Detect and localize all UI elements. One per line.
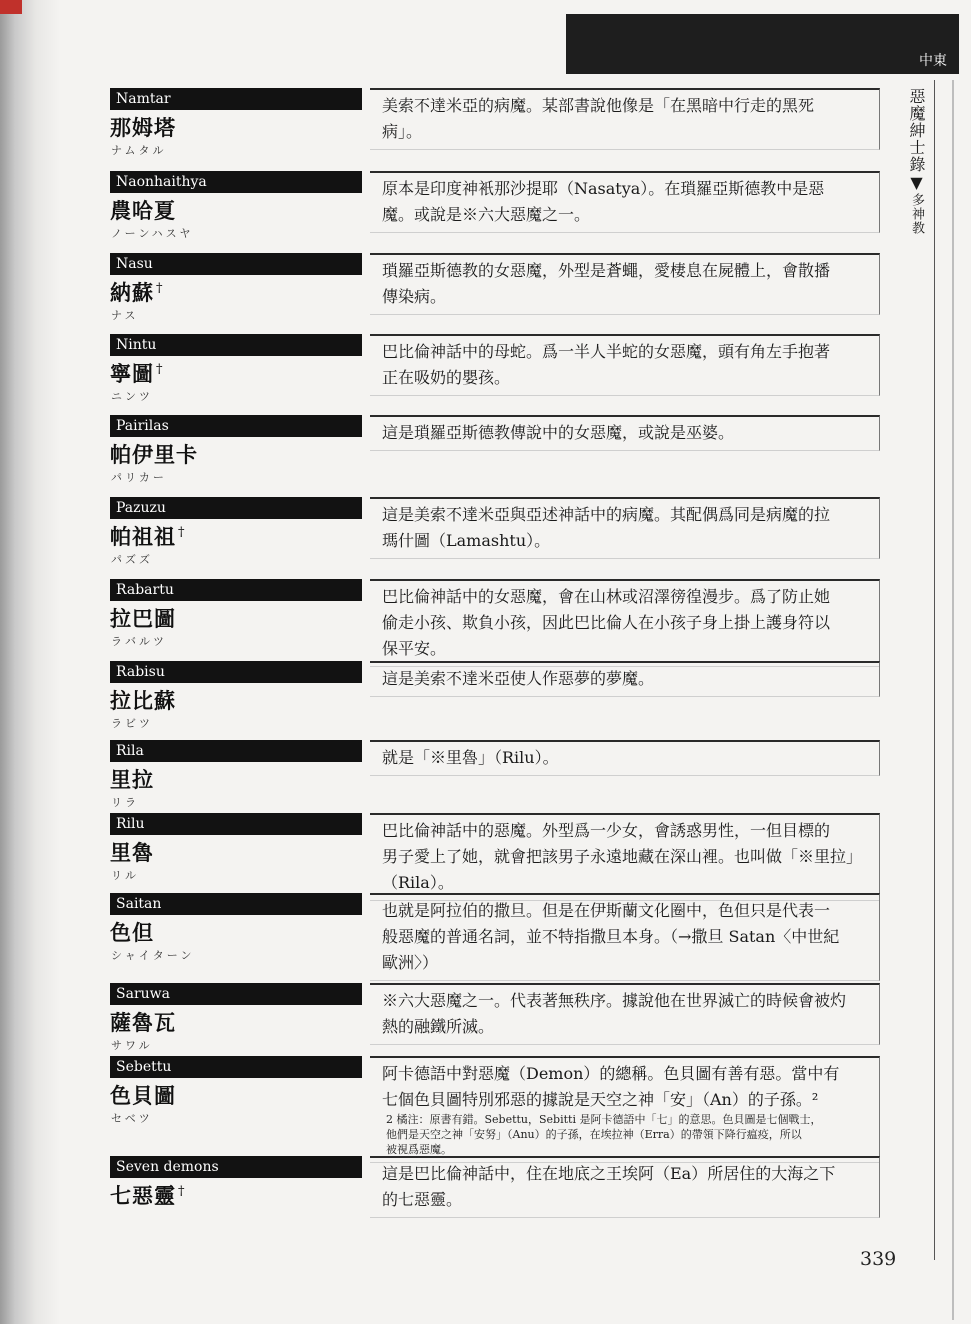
entry-chinese-name-text: 納蘇 xyxy=(110,280,154,305)
entry-description xyxy=(370,740,880,776)
entry-description xyxy=(370,415,880,451)
entry-chinese-name-text: 拉巴圖 xyxy=(110,606,176,631)
description-line: 這是美索不達米亞使人作惡夢的夢魔。 xyxy=(382,669,655,688)
entry-katakana: ラビツ xyxy=(111,717,153,730)
description-line: 熱的融鐵所滅。 xyxy=(382,1017,495,1036)
dagger-mark: † xyxy=(178,1184,186,1199)
entry-description xyxy=(370,334,880,396)
description-line: 保平安。 xyxy=(382,639,447,658)
entry-latin-name: Pairilas xyxy=(110,415,362,437)
description-line: 就是「※里魯」（Rilu）。 xyxy=(382,748,559,767)
entry-latin-name: Saruwa xyxy=(110,983,362,1005)
dagger-mark: † xyxy=(156,362,164,377)
description-line: 般惡魔的普通名詞，並不特指撒旦本身。（→撒旦 Satan〈中世紀 xyxy=(382,927,840,946)
dagger-mark: † xyxy=(156,281,164,296)
entry-chinese-name xyxy=(110,685,176,715)
entry-description xyxy=(370,893,880,981)
entry-chinese-name-text: 寧圖 xyxy=(110,361,154,386)
entry-latin-name: Rila xyxy=(110,740,362,762)
side-title-sub: 多神教 xyxy=(909,193,924,235)
description-line: （Rila）。 xyxy=(382,873,454,892)
entry-katakana: パリカー xyxy=(111,471,167,484)
description-line: 偷走小孩、欺負小孩，因此巴比倫人在小孩子身上掛上護身符以 xyxy=(382,613,831,632)
entry-latin-name: Rabisu xyxy=(110,661,362,683)
entry-description xyxy=(370,253,880,315)
description-line: 魔。或說是※六大惡魔之一。 xyxy=(382,205,591,224)
description-line: 美索不達米亞的病魔。某部書說他像是「在黑暗中行走的黑死 xyxy=(382,96,815,115)
entry-latin-name: Sebettu xyxy=(110,1056,362,1078)
entry-chinese-name xyxy=(110,1180,186,1210)
entry-katakana: ナムタル xyxy=(111,144,167,157)
entry-description xyxy=(370,579,880,667)
side-rule xyxy=(934,80,935,1260)
entry-description xyxy=(370,813,880,901)
description-line: 病」。 xyxy=(382,122,423,141)
description-line: 巴比倫神話中的母蛇。爲一半人半蛇的女惡魔，頭有角左手抱著 xyxy=(382,342,831,361)
entry-latin-name: Seven demons xyxy=(110,1156,362,1178)
entry-katakana: ノーンハスヤ xyxy=(111,227,194,240)
entry-description xyxy=(370,661,880,697)
description-line: 的七惡靈。 xyxy=(382,1190,463,1209)
side-chapter-title xyxy=(903,88,929,235)
entry-katakana: パズズ xyxy=(111,553,153,566)
entry-chinese-name-text: 帕伊里卡 xyxy=(110,442,198,467)
entry-description xyxy=(370,88,880,150)
entry-katakana: サワル xyxy=(111,1039,153,1052)
entry-katakana: ナス xyxy=(111,309,139,322)
entry-chinese-name-text: 薩魯瓦 xyxy=(110,1010,176,1035)
description-line: 這是瑣羅亞斯德教傳說中的女惡魔，或說是巫婆。 xyxy=(382,423,735,442)
entry-description xyxy=(370,1056,880,1163)
side-title-arrow: ▼ xyxy=(907,173,926,193)
entry-chinese-name xyxy=(110,764,154,794)
entry-description xyxy=(370,171,880,233)
description-line: 歐洲〉） xyxy=(382,953,439,972)
entry-chinese-name xyxy=(110,1007,176,1037)
page-number: 339 xyxy=(860,1248,897,1270)
entry-katakana: シャイターン xyxy=(111,949,195,962)
footnote-line: 2 橘注：原書有錯。Sebettu，Sebitti 是阿卡德語中「七」的意思。色貝圖是七個戰士， xyxy=(386,1113,822,1126)
page-edge xyxy=(952,80,954,1320)
book-gutter-shadow xyxy=(0,0,60,1324)
description-line: 原本是印度神衹那沙提耶（Nasatya）。在瑣羅亞斯德教中是惡 xyxy=(382,179,825,198)
description-line: 這是巴比倫神話中，住在地底之王埃阿（Ea）所居住的大海之下 xyxy=(382,1164,836,1183)
description-line: 正在吸奶的嬰孩。 xyxy=(382,368,511,387)
section-label: 中東 xyxy=(919,53,947,69)
footnote-line: 他們是天空之神「安努」（Anu）的子孫，在埃拉神（Erra）的帶領下降行瘟疫，所以 xyxy=(386,1128,802,1141)
entry-chinese-name xyxy=(110,358,164,388)
dagger-mark: † xyxy=(178,525,186,540)
entry-chinese-name xyxy=(110,439,198,469)
entry-katakana: セベツ xyxy=(111,1112,153,1125)
entry-latin-name: Namtar xyxy=(110,88,362,110)
description-line: 傳染病。 xyxy=(382,287,447,306)
description-line: 七個色貝圖特別邪惡的據說是天空之神「安」（An）的子孫。² xyxy=(382,1090,819,1109)
entry-chinese-name xyxy=(110,1080,176,1110)
entry-chinese-name-text: 那姆塔 xyxy=(110,115,176,140)
entry-chinese-name xyxy=(110,917,154,947)
entry-chinese-name-text: 里魯 xyxy=(110,840,154,865)
entry-chinese-name xyxy=(110,521,186,551)
entry-description xyxy=(370,1156,880,1218)
entry-chinese-name-text: 拉比蘇 xyxy=(110,688,176,713)
entry-katakana: リラ xyxy=(111,796,139,809)
description-line: 這是美索不達米亞與亞述神話中的病魔。其配偶爲同是病魔的拉 xyxy=(382,505,831,524)
entry-latin-name: Pazuzu xyxy=(110,497,362,519)
entry-latin-name: Saitan xyxy=(110,893,362,915)
entry-description xyxy=(370,983,880,1045)
entry-chinese-name-text: 農哈夏 xyxy=(110,198,176,223)
description-line: ※六大惡魔之一。代表著無秩序。據說他在世界滅亡的時候會被灼 xyxy=(382,991,847,1010)
footnote-line: 被視爲惡魔。 xyxy=(386,1143,452,1156)
description-line: 瑪什圖（Lamashtu）。 xyxy=(382,531,551,550)
entry-latin-name: Rilu xyxy=(110,813,362,835)
entry-latin-name: Nintu xyxy=(110,334,362,356)
entry-latin-name: Rabartu xyxy=(110,579,362,601)
entry-chinese-name-text: 色貝圖 xyxy=(110,1083,176,1108)
entry-chinese-name-text: 七惡靈 xyxy=(110,1183,176,1208)
description-line: 也就是阿拉伯的撒旦。但是在伊斯蘭文化圈中，色但只是代表一 xyxy=(382,901,831,920)
entry-katakana: ラバルツ xyxy=(111,635,167,648)
corner-color-mark xyxy=(0,0,22,14)
entry-chinese-name xyxy=(110,112,176,142)
description-line: 巴比倫神話中的惡魔。外型爲一少女，會誘惑男性，一但目標的 xyxy=(382,821,831,840)
entry-katakana: リル xyxy=(111,869,139,882)
side-title-main: 惡魔紳士錄 xyxy=(907,88,926,173)
entry-chinese-name-text: 色但 xyxy=(110,920,154,945)
entry-latin-name: Naonhaithya xyxy=(110,171,362,193)
entry-chinese-name xyxy=(110,277,164,307)
entry-chinese-name xyxy=(110,603,176,633)
entry-katakana: ニンツ xyxy=(111,390,153,403)
entry-latin-name: Nasu xyxy=(110,253,362,275)
entry-chinese-name-text: 里拉 xyxy=(110,767,154,792)
description-line: 瑣羅亞斯德教的女惡魔，外型是蒼蠅，愛棲息在屍體上，會散播 xyxy=(382,261,831,280)
description-line: 阿卡德語中對惡魔（Demon）的總稱。色貝圖有善有惡。當中有 xyxy=(382,1064,840,1083)
description-line: 男子愛上了她，就會把該男子永遠地藏在深山裡。也叫做「※里拉」 xyxy=(382,847,863,866)
entry-chinese-name xyxy=(110,195,176,225)
entry-chinese-name xyxy=(110,837,154,867)
section-header-bar xyxy=(566,14,959,74)
description-line: 巴比倫神話中的女惡魔，會在山林或沼澤徬徨漫步。爲了防止她 xyxy=(382,587,831,606)
entry-chinese-name-text: 帕祖祖 xyxy=(110,524,176,549)
entry-description xyxy=(370,497,880,559)
